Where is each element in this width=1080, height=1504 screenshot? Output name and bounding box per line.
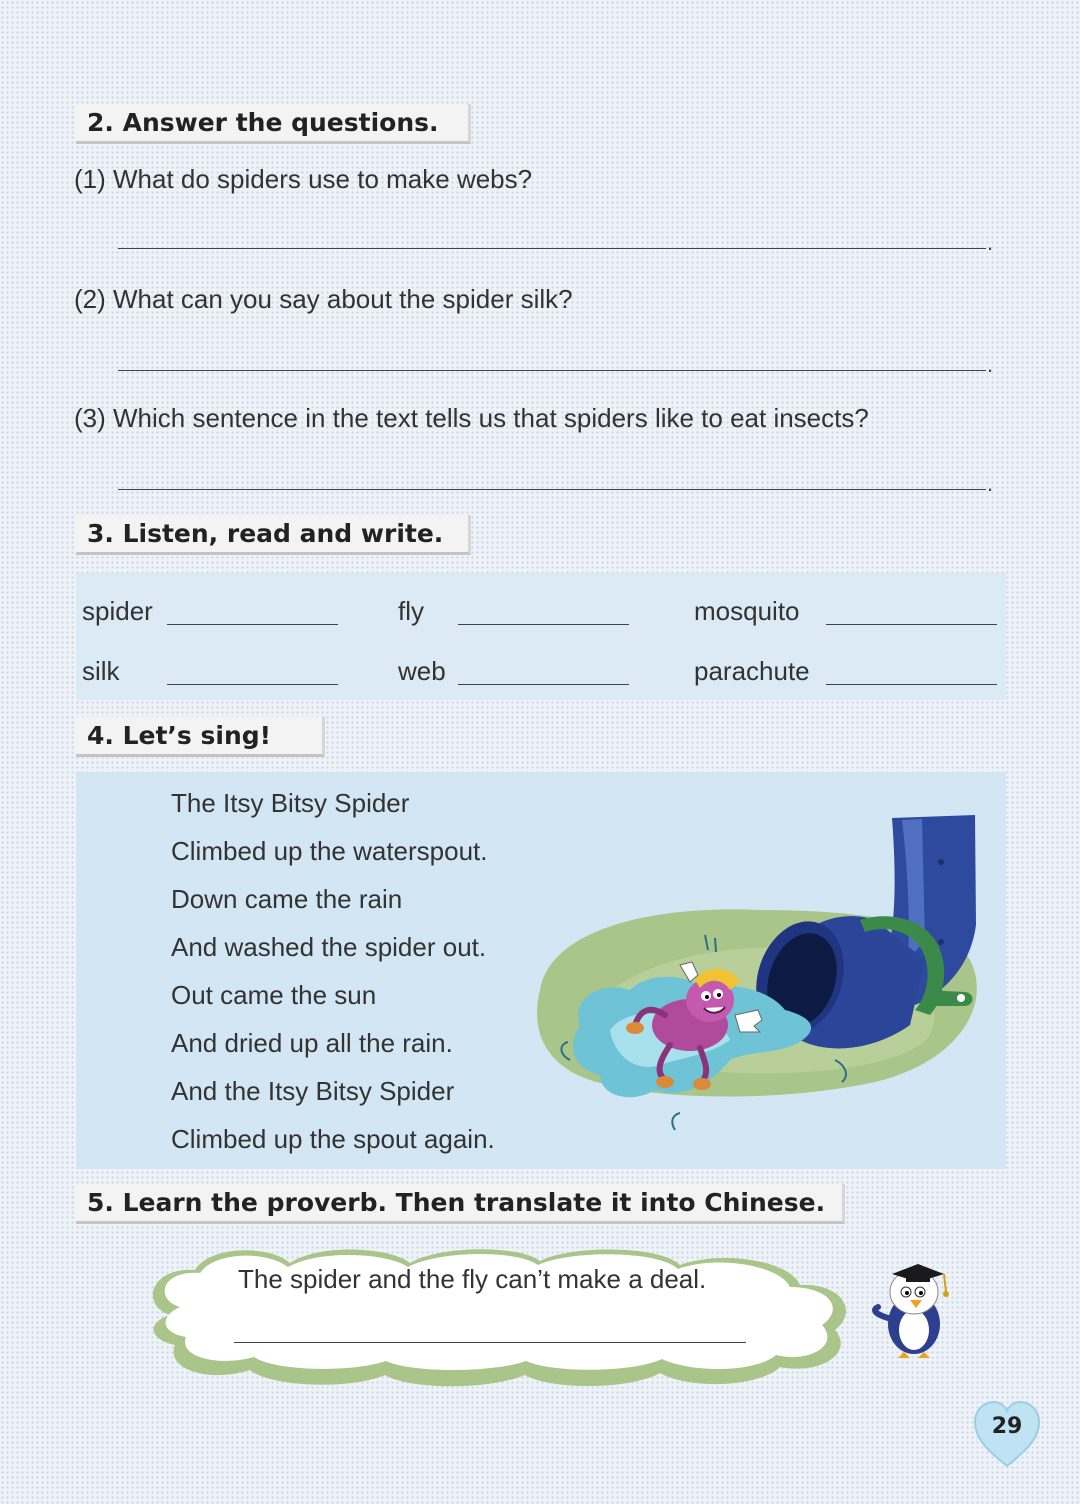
vocab-word-spider: spider: [82, 596, 153, 626]
question-2: (2) What can you say about the spider silk?: [74, 284, 573, 314]
answer-3-period: .: [987, 471, 994, 496]
vocab-line-mosquito[interactable]: [826, 624, 997, 625]
lyric-line-6: And dried up all the rain.: [171, 1028, 453, 1058]
lyric-line-2: Climbed up the waterspout.: [171, 836, 488, 866]
page-number: 29: [991, 1414, 1023, 1439]
lyric-line-8: Climbed up the spout again.: [171, 1124, 495, 1154]
vocab-word-web: web: [398, 656, 446, 686]
vocab-word-silk: silk: [82, 656, 120, 686]
translation-line[interactable]: [234, 1342, 746, 1343]
question-3: (3) Which sentence in the text tells us that spiders like to eat insects?: [74, 403, 869, 433]
section-5-heading: 5. Learn the proverb. Then translate it into Chinese.: [76, 1184, 845, 1224]
answer-line-3[interactable]: [118, 489, 986, 490]
lyric-line-4: And washed the spider out.: [171, 932, 487, 962]
lyric-line-1: The Itsy Bitsy Spider: [171, 788, 410, 818]
vocab-word-fly: fly: [398, 596, 424, 626]
answer-line-1[interactable]: [118, 248, 986, 249]
vocab-word-mosquito: mosquito: [694, 596, 800, 626]
lyric-line-5: Out came the sun: [171, 980, 377, 1010]
graduate-owl-icon: [870, 1252, 966, 1364]
vocab-line-silk[interactable]: [167, 684, 338, 685]
answer-2-period: .: [987, 352, 994, 377]
section-4-heading: 4. Let’s sing!: [76, 717, 325, 757]
vocabulary-box: [76, 573, 1006, 700]
vocab-word-parachute: parachute: [694, 656, 810, 686]
vocab-line-parachute[interactable]: [826, 684, 997, 685]
vocab-line-web[interactable]: [458, 684, 629, 685]
question-1: (1) What do spiders use to make webs?: [74, 164, 533, 194]
lyric-line-7: And the Itsy Bitsy Spider: [171, 1076, 455, 1106]
answer-line-2[interactable]: [118, 370, 986, 371]
lyric-line-3: Down came the rain: [171, 884, 403, 914]
proverb-text: The spider and the fly can’t make a deal.: [238, 1264, 707, 1294]
vocab-line-spider[interactable]: [167, 624, 338, 625]
spider-waterspout-illustration: [530, 810, 1000, 1160]
vocab-line-fly[interactable]: [458, 624, 629, 625]
section-3-heading: 3. Listen, read and write.: [76, 515, 471, 555]
answer-1-period: .: [987, 230, 994, 255]
section-2-heading: 2. Answer the questions.: [76, 104, 471, 144]
